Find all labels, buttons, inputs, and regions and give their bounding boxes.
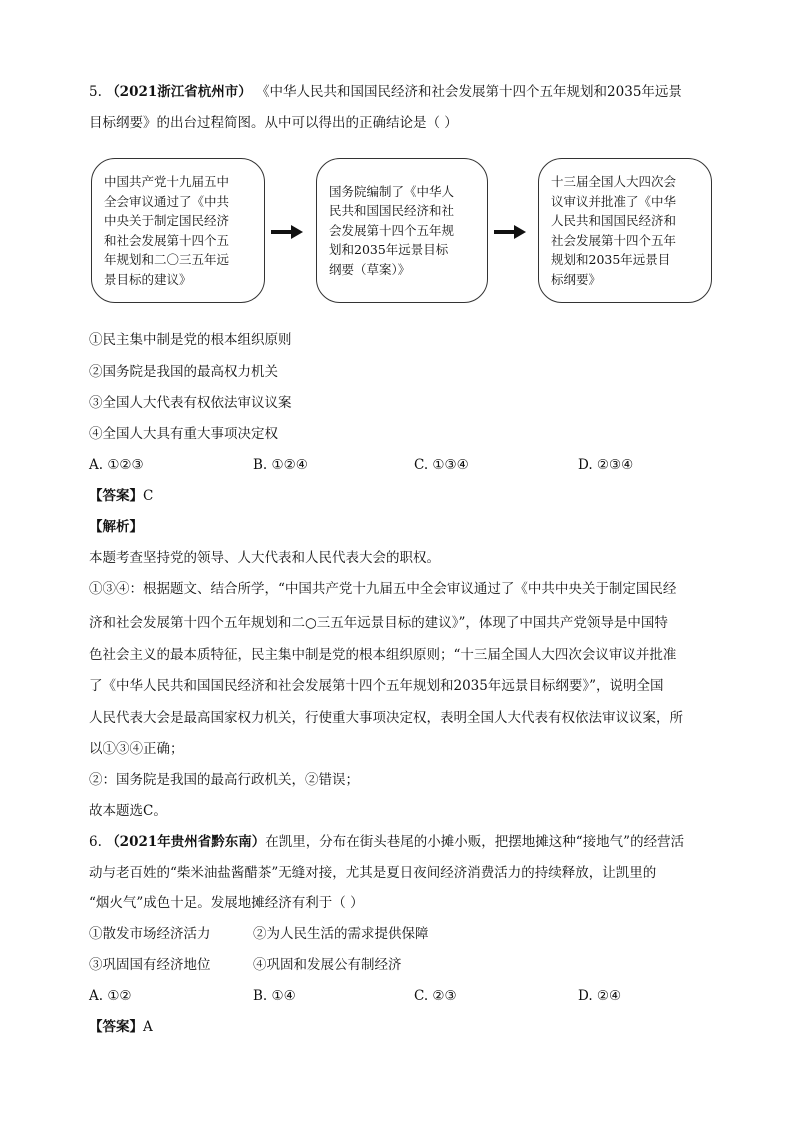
flow-box-2: 国务院编制了《中华人 民共和国国民经济和社 会发展第十四个五年规 划和2035年远景目标 纲要（草案）》 xyxy=(316,158,488,303)
q6-statement-1: ①散发市场经济活力 xyxy=(89,926,211,942)
q5-statement-4: ④全国人大具有重大事项决定权 xyxy=(89,426,278,442)
flow-arrow-1-icon xyxy=(271,225,303,239)
flow-box-1: 中国共产党十九届五中 全会审议通过了《中共 中央关于制定国民经济 和社会发展第十四个五 年规划和二〇三五年远 景目标的建议》 xyxy=(91,158,265,303)
q6-number: 6. xyxy=(89,834,102,850)
q5-option-d: D. ②③④ xyxy=(578,457,634,473)
q6-statement-2: ②为人民生活的需求提供保障 xyxy=(253,926,429,942)
q5-analysis-line: 色社会主义的最本质特征，民主集中制是党的根本组织原则；“十三届全国人大四次会议审议并批准 xyxy=(89,647,677,663)
q6-option-c: C. ②③ xyxy=(414,988,457,1004)
q5-statement-3: ③全国人大代表有权依法审议议案 xyxy=(89,395,292,411)
flow-arrow-2-icon xyxy=(494,225,526,239)
q5-analysis-line: 人民代表大会是最高国家权力机关，行使重大事项决定权，表明全国人大代表有权依法审议议案，所 xyxy=(89,710,683,726)
q5-answer xyxy=(89,486,153,506)
q5-stem-text-1: 《中华人民共和国国民经济和社会发展第十四个五年规划和2035年远景 xyxy=(256,84,682,100)
q5-analysis-label: 【解析】 xyxy=(89,519,143,535)
q5-answer-label: 【答案】 xyxy=(89,488,143,504)
q5-stem-line-2: 目标纲要》的出台过程简图。从中可以得出的正确结论是（ ） xyxy=(89,115,458,131)
q5-analysis-line: 济和社会发展第十四个五年规划和二○三五年远景目标的建议》”，体现了中国共产党领导是中国特 xyxy=(89,615,668,631)
q6-stem-line-1 xyxy=(89,832,684,852)
q5-source: （2021浙江省杭州市） xyxy=(106,84,252,100)
q5-analysis-line: 以①③④正确； xyxy=(89,741,184,757)
q6-stem-line-3: “烟火气”成色十足。发展地摊经济有利于（ ） xyxy=(89,895,364,911)
q5-stem-line-1 xyxy=(89,82,682,102)
q6-stem-line-2: 动与老百姓的“柴米油盐酱醋茶”无缝对接，尤其是夏日夜间经济消费活力的持续释放，让凯里的 xyxy=(89,865,657,881)
q5-statement-2: ②国务院是我国的最高权力机关 xyxy=(89,364,278,380)
q5-number: 5. xyxy=(89,84,102,100)
q5-analysis-line: 故本题选C。 xyxy=(89,803,167,819)
q5-analysis-line: 本题考查坚持党的领导、人大代表和人民代表大会的职权。 xyxy=(89,550,440,566)
q5-analysis-line: ②：国务院是我国的最高行政机关，②错误； xyxy=(89,772,359,788)
q5-option-c: C. ①③④ xyxy=(414,457,469,473)
q5-statement-1: ①民主集中制是党的根本组织原则 xyxy=(89,332,292,348)
q5-option-a: A. ①②③ xyxy=(89,457,144,473)
q6-statement-4: ④巩固和发展公有制经济 xyxy=(253,957,402,973)
q5-option-b: B. ①②④ xyxy=(253,457,308,473)
q6-stem-text-1: 在凯里，分布在街头巷尾的小摊小贩，把摆地摊这种“接地气”的经营活 xyxy=(265,834,685,850)
q6-option-b: B. ①④ xyxy=(253,988,296,1004)
q5-analysis-line: ①③④：根据题文、结合所学，“中国共产党十九届五中全会审议通过了《中共中央关于制定国民经 xyxy=(89,581,677,597)
flow-box-3: 十三届全国人大四次会 议审议并批准了《中华 人民共和国国民经济和 社会发展第十四个五年 规划和2035年远景目 标纲要》 xyxy=(538,158,712,303)
q5-answer-value: C xyxy=(143,488,154,504)
q5-analysis-line: 了《中华人民共和国国民经济和社会发展第十四个五年规划和2035年远景目标纲要》”，说明全国 xyxy=(89,678,664,694)
q6-answer-label: 【答案】 xyxy=(89,1019,143,1035)
q6-option-a: A. ①② xyxy=(89,988,132,1004)
q6-source: （2021年贵州省黔东南） xyxy=(106,834,266,850)
q6-option-d: D. ②④ xyxy=(578,988,622,1004)
q6-statement-3: ③巩固国有经济地位 xyxy=(89,957,211,973)
q6-answer xyxy=(89,1017,153,1037)
q6-answer-value: A xyxy=(143,1019,153,1035)
